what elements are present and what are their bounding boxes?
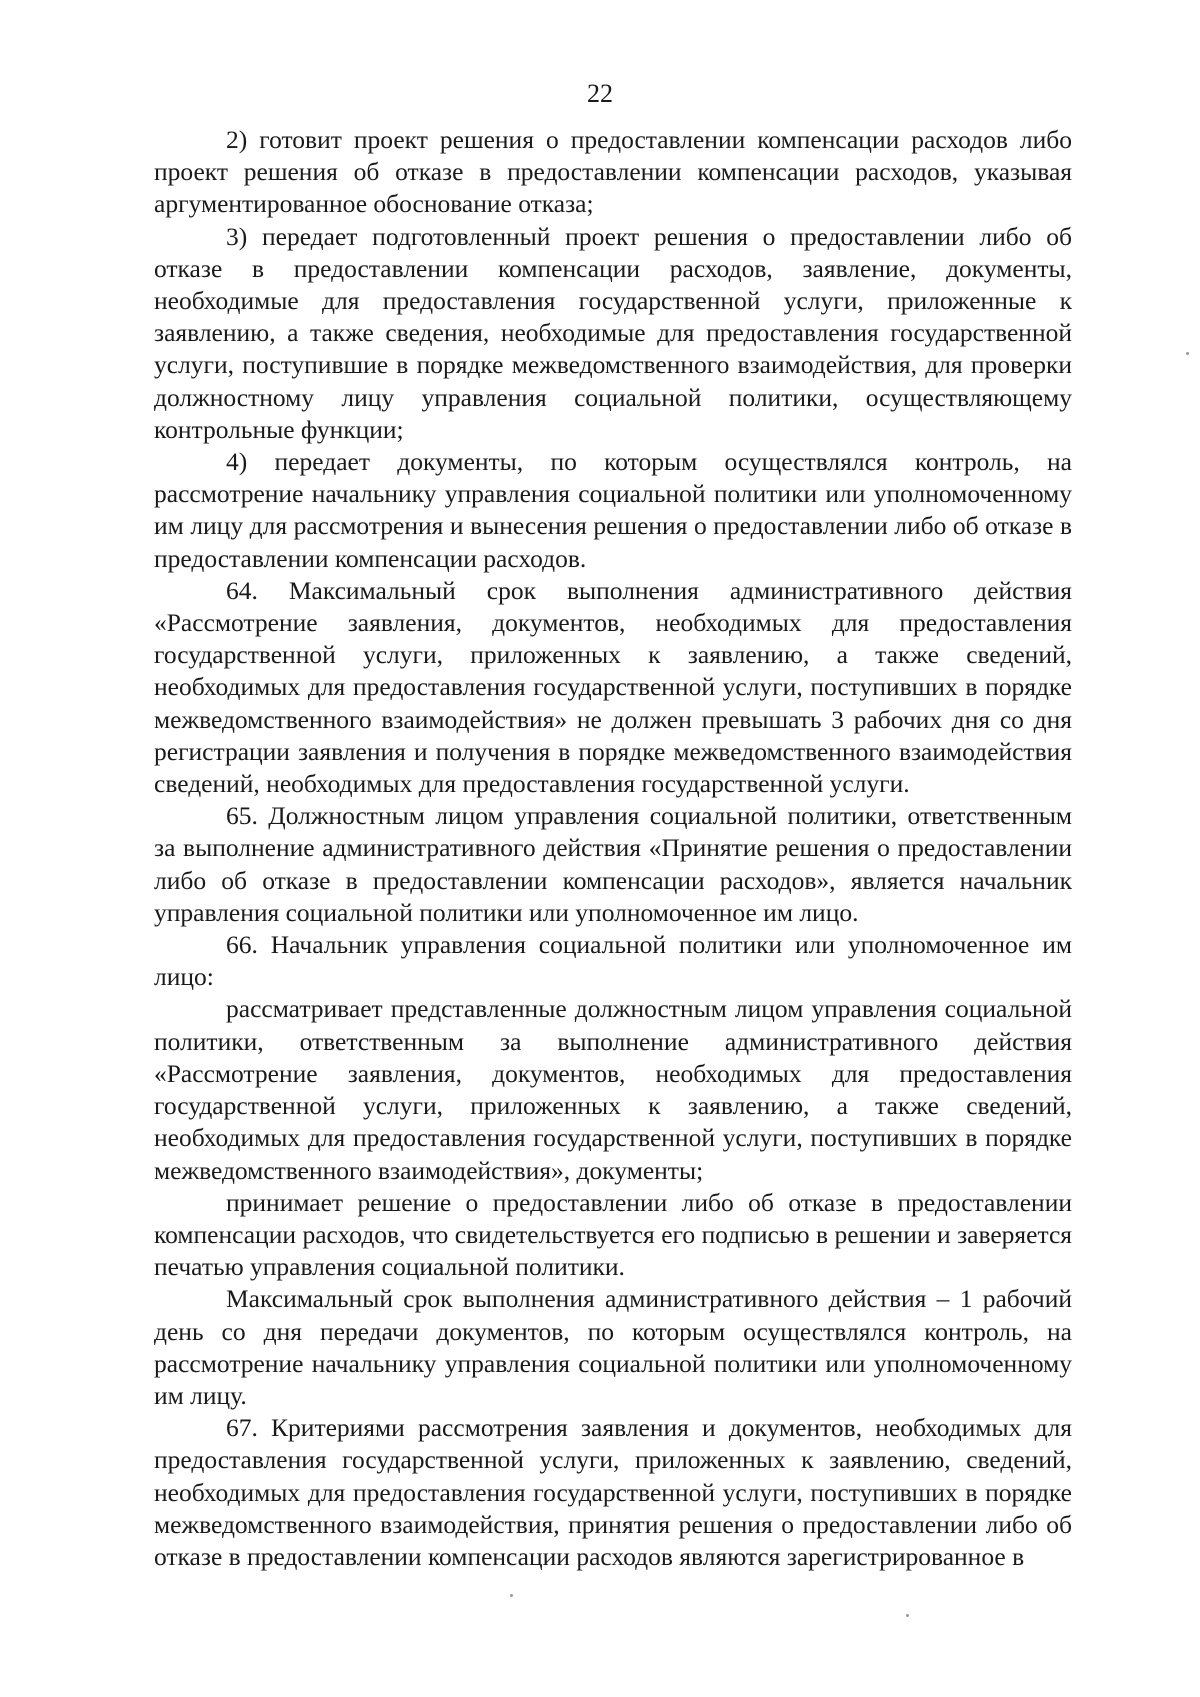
paragraph-66-decision: принимает решение о предоставлении либо об отказе в предоставлении компенсации расходов, что свидетельствуется его подписью в решении и заверяется печатью управления социальной политики.: [154, 1187, 1072, 1282]
paragraph-67: 67. Критериями рассмотрения заявления и документов, необходимых для предоставления государственной услуги, приложенных к заявлению, сведений, необходимых для предоставления государственной услуги, поступивших в порядке межведомственного взаимодействия, принятия решения о предоставлении либо об отказе в предоставлении компенсации расходов являются зарегистрированное в: [154, 1413, 1072, 1571]
page-number: 22: [587, 79, 613, 108]
paragraph-item-3: 3) передает подготовленный проект решения о предоставлении либо об отказе в предоставлении компенсации расходов, заявление, документы, необходимые для предоставления государственной услуги, приложенные к заявлению, а также сведения, необходимые для предоставления государственной услуги, поступившие в порядке межведомственного взаимодействия, для проверки должностному лицу управления социальной политики, осуществляющему контрольные функции;: [154, 221, 1072, 444]
paragraph-66-deadline: Максимальный срок выполнения административного действия – 1 рабочий день со дня передачи документов, по которым осуществлялся контроль, на рассмотрение начальнику управления социальной политики или уполномоченному им лицу.: [154, 1284, 1072, 1410]
paragraph-65: 65. Должностным лицом управления социальной политики, ответственным за выполнение административного действия «Принятие решения о предоставлении либо об отказе в предоставлении компенсации расходов», является начальник управления социальной политики или уполномоченное им лицо.: [154, 801, 1072, 927]
scan-speck: [510, 1594, 513, 1597]
paragraph-66-review: рассматривает представленные должностным лицом управления социальной политики, ответственным за выполнение административного действия «Рассмотрение заявления, документов, необходимых для предоставления государственной услуги, приложенных к заявлению, а также сведений, необходимых для предоставления государственной услуги, поступивших в порядке межведомственного взаимодействия», документы;: [154, 994, 1072, 1185]
scan-speck: [1186, 352, 1189, 355]
paragraph-item-2: 2) готовит проект решения о предоставлении компенсации расходов либо проект решения об отказе в предоставлении компенсации расходов, указывая аргументированное обоснование отказа;: [154, 125, 1072, 219]
paragraph-item-4: 4) передает документы, по которым осуществлялся контроль, на рассмотрение начальнику управления социальной политики или уполномоченному им лицу для рассмотрения и вынесения решения о предоставлении либо об отказе в предоставлении компенсации расходов.: [154, 447, 1072, 573]
paragraph-66: 66. Начальник управления социальной политики или уполномоченное им лицо:: [154, 930, 1072, 992]
paragraph-64: 64. Максимальный срок выполнения административного действия «Рассмотрение заявления, документов, необходимых для предоставления государственной услуги, приложенных к заявлению, а также сведений, необходимых для предоставления государственной услуги, поступивших в порядке межведомственного взаимодействия» не должен превышать 3 рабочих дня со дня регистрации заявления и получения в порядке межведомственного взаимодействия сведений, необходимых для предоставления государственной услуги.: [154, 575, 1072, 799]
document-body: [154, 124, 1072, 1573]
scan-speck: [906, 1614, 909, 1617]
